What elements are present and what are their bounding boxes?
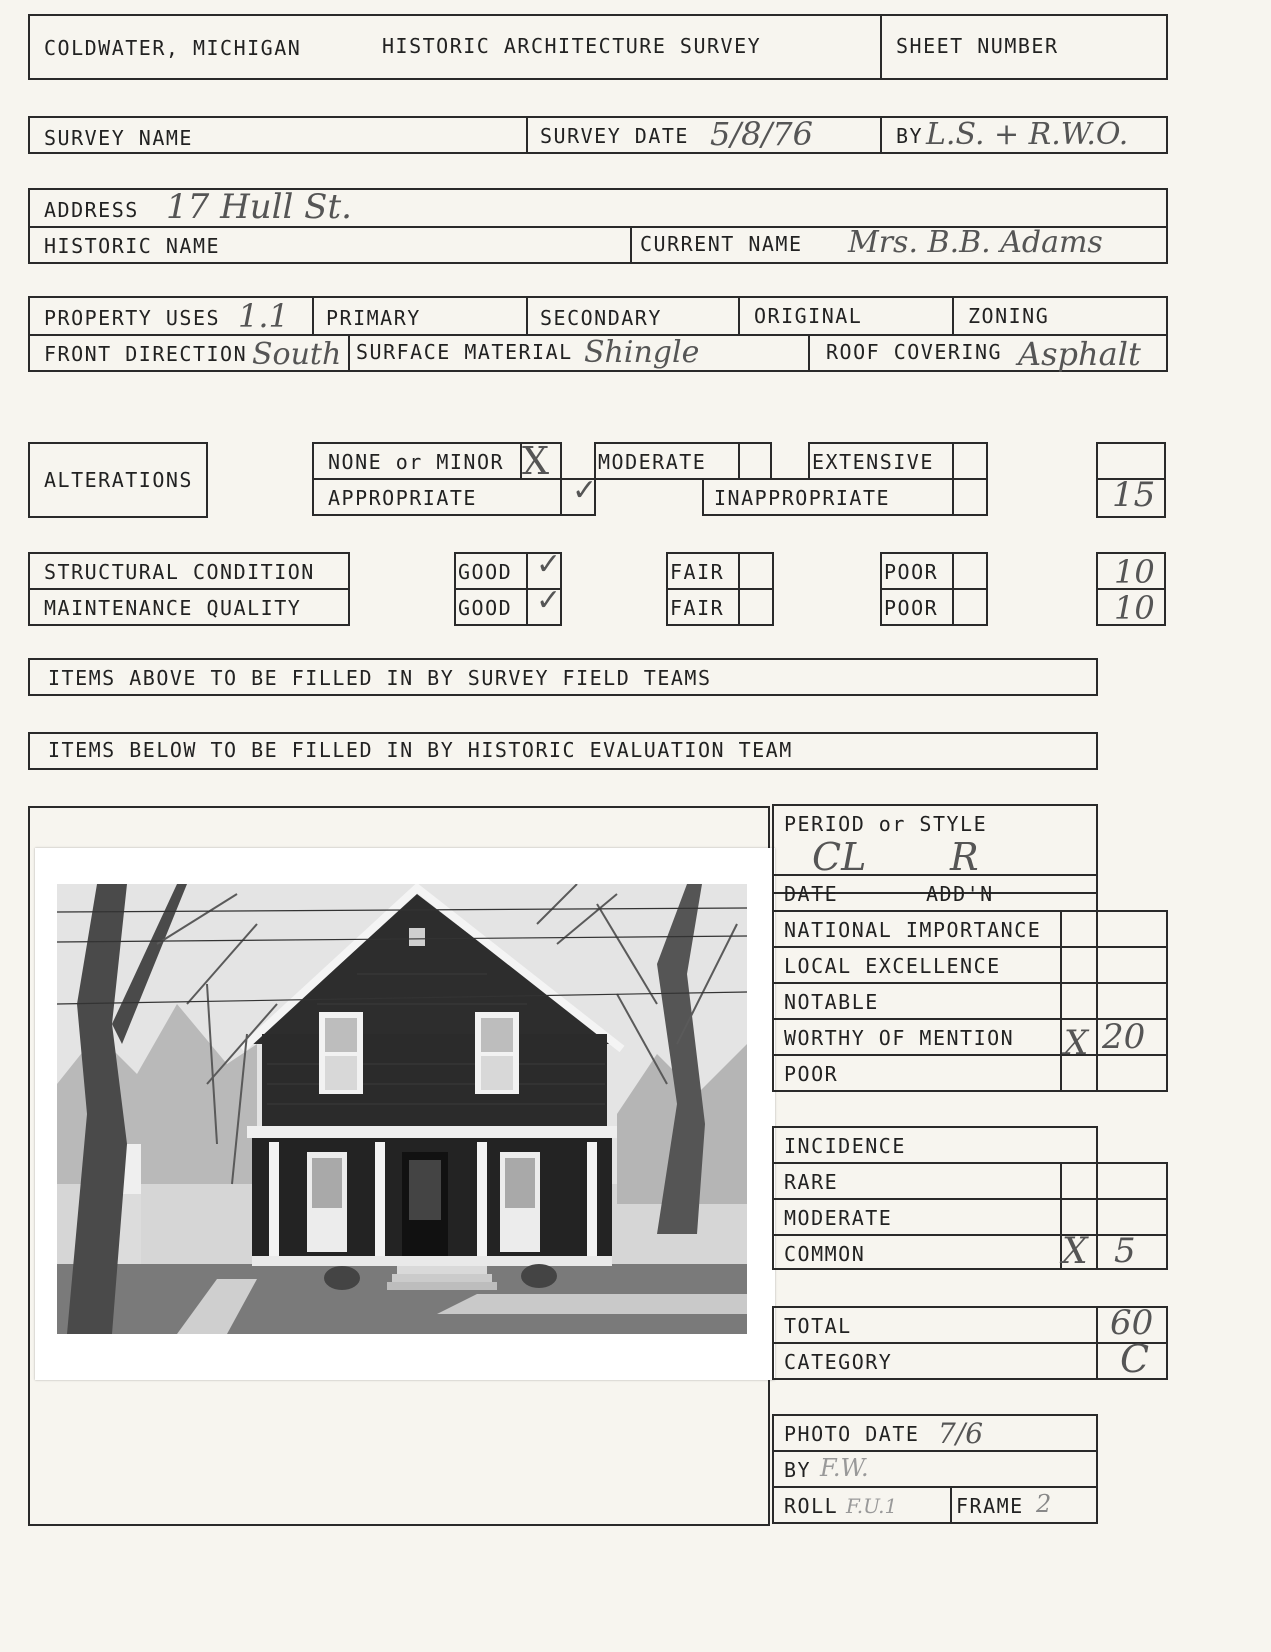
incidence-divider-1 (772, 1162, 1168, 1164)
photo-info-divider-1 (772, 1450, 1098, 1452)
survey-divider-1 (526, 116, 528, 154)
total-label: TOTAL (784, 1314, 852, 1338)
national-importance-label: NATIONAL IMPORTANCE (784, 918, 1042, 942)
photo-date-value: 7/6 (938, 1417, 984, 1450)
moderate-label: MODERATE (598, 450, 707, 474)
name-divider (630, 226, 632, 264)
period-label: PERIOD or STYLE (784, 812, 988, 836)
frame-label: FRAME (956, 1494, 1024, 1518)
poor-divider (880, 588, 988, 590)
maintenance-fair-label: FAIR (670, 596, 725, 620)
maintenance-good-mark: ✓ (536, 583, 562, 618)
structural-good-label: GOOD (458, 560, 513, 584)
photo-date-label: PHOTO DATE (784, 1422, 920, 1446)
structural-fair-label: FAIR (670, 560, 725, 584)
zoning-label: ZONING (968, 304, 1050, 328)
structural-label: STRUCTURAL CONDITION (44, 560, 315, 584)
property-divider-5 (348, 334, 350, 372)
incidence-divider-2 (772, 1198, 1168, 1200)
form-title: HISTORIC ARCHITECTURE SURVEY (382, 34, 762, 58)
maintenance-score: 10 (1114, 589, 1155, 627)
notable-label: NOTABLE (784, 990, 879, 1014)
note-below: ITEMS BELOW TO BE FILLED IN BY HISTORIC EVALUATION TEAM (48, 738, 793, 762)
alterations-score: 15 (1112, 475, 1156, 515)
eval-divider-3 (772, 982, 1168, 984)
header-divider (880, 14, 882, 80)
photo-info-divider-3 (950, 1486, 952, 1524)
fair-divider (666, 588, 774, 590)
surface-material-label: SURFACE MATERIAL (356, 340, 573, 364)
condition-label-divider (28, 588, 350, 590)
good-check-divider (526, 552, 528, 626)
date-label: DATE (784, 882, 839, 906)
city-label: COLDWATER, MICHIGAN (44, 36, 302, 60)
current-name-value: Mrs. B.B. Adams (848, 225, 1103, 260)
rare-label: RARE (784, 1170, 839, 1194)
common-label: COMMON (784, 1242, 866, 1266)
inappropriate-check-divider (952, 478, 954, 516)
property-divider-4 (952, 296, 954, 334)
address-value: 17 Hull St. (166, 187, 352, 227)
roll-label: ROLL (784, 1494, 839, 1518)
eval-poor-label: POOR (784, 1062, 839, 1086)
totals-score-divider (1096, 1306, 1098, 1380)
eval-divider-2 (772, 946, 1168, 948)
house-photo (35, 848, 775, 1380)
secondary-label: SECONDARY (540, 306, 662, 330)
incidence-divider-3 (772, 1234, 1168, 1236)
maintenance-label: MAINTENANCE QUALITY (44, 596, 302, 620)
survey-divider-2 (880, 116, 882, 154)
photo-info-divider-2 (772, 1486, 1098, 1488)
eval-divider-1 (772, 910, 1168, 912)
survey-date-value: 5/8/76 (710, 115, 813, 153)
survey-name-label: SURVEY NAME (44, 126, 193, 150)
alterations-label: ALTERATIONS (44, 468, 193, 492)
none-minor-mark: X (522, 439, 550, 483)
evaluation-score-box (1060, 910, 1168, 1092)
moderate-check-divider (738, 442, 740, 480)
maintenance-poor-label: POOR (884, 596, 939, 620)
extensive-check-divider (952, 442, 954, 480)
property-uses-label: PROPERTY USES (44, 306, 221, 330)
original-label: ORIGINAL (754, 304, 863, 328)
inappropriate-label: INAPPROPRIATE (714, 486, 891, 510)
poor-check-divider (952, 552, 954, 626)
fair-check-divider (738, 552, 740, 626)
survey-date-label: SURVEY DATE (540, 124, 689, 148)
property-divider-1 (312, 296, 314, 334)
sheet-number-label: SHEET NUMBER (896, 34, 1059, 58)
appropriate-check-divider (560, 478, 562, 516)
primary-label: PRIMARY (326, 306, 421, 330)
property-uses-value: 1.1 (238, 297, 289, 335)
photo-by-label: BY (784, 1458, 812, 1482)
photo-by-value: F.W. (820, 1454, 869, 1482)
property-divider-2 (526, 296, 528, 334)
structural-good-mark: ✓ (536, 547, 562, 582)
worthy-label: WORTHY OF MENTION (784, 1026, 1015, 1050)
totals-divider (772, 1342, 1168, 1344)
worthy-mark: X (1064, 1023, 1089, 1063)
appropriate-mark: ✓ (572, 473, 598, 508)
appropriate-label: APPROPRIATE (328, 486, 477, 510)
local-excellence-label: LOCAL EXCELLENCE (784, 954, 1001, 978)
period-value-1: CL (812, 835, 867, 879)
note-above: ITEMS ABOVE TO BE FILLED IN BY SURVEY FIELD TEAMS (48, 666, 712, 690)
addn-label: ADD'N (926, 882, 994, 906)
front-direction-label: FRONT DIRECTION (44, 342, 248, 366)
category-label: CATEGORY (784, 1350, 893, 1374)
roll-value: F.U.1 (846, 1494, 898, 1518)
worthy-score: 20 (1102, 1017, 1146, 1057)
survey-by-value: L.S. + R.W.O. (926, 117, 1129, 152)
structural-score: 10 (1114, 553, 1155, 591)
incidence-label: INCIDENCE (784, 1134, 906, 1158)
property-divider-6 (808, 334, 810, 372)
common-mark: X (1062, 1231, 1088, 1272)
structural-poor-label: POOR (884, 560, 939, 584)
period-value-2: R (950, 835, 979, 879)
house-photo-image (57, 884, 747, 1334)
extensive-label: EXTENSIVE (812, 450, 934, 474)
current-name-label: CURRENT NAME (640, 232, 803, 256)
total-value: 60 (1110, 1303, 1154, 1343)
property-divider-3 (738, 296, 740, 334)
category-value: C (1120, 1337, 1150, 1381)
roof-covering-value: Asphalt (1018, 335, 1141, 373)
frame-value: 2 (1036, 1490, 1052, 1518)
historic-name-label: HISTORIC NAME (44, 234, 221, 258)
roof-covering-label: ROOF COVERING (826, 340, 1003, 364)
address-label: ADDRESS (44, 198, 139, 222)
none-minor-label: NONE or MINOR (328, 450, 505, 474)
incidence-moderate-label: MODERATE (784, 1206, 893, 1230)
survey-by-label: BY (896, 124, 924, 148)
common-score: 5 (1114, 1231, 1136, 1271)
front-direction-value: South (252, 337, 342, 372)
surface-material-value: Shingle (584, 335, 700, 370)
maintenance-good-label: GOOD (458, 596, 513, 620)
